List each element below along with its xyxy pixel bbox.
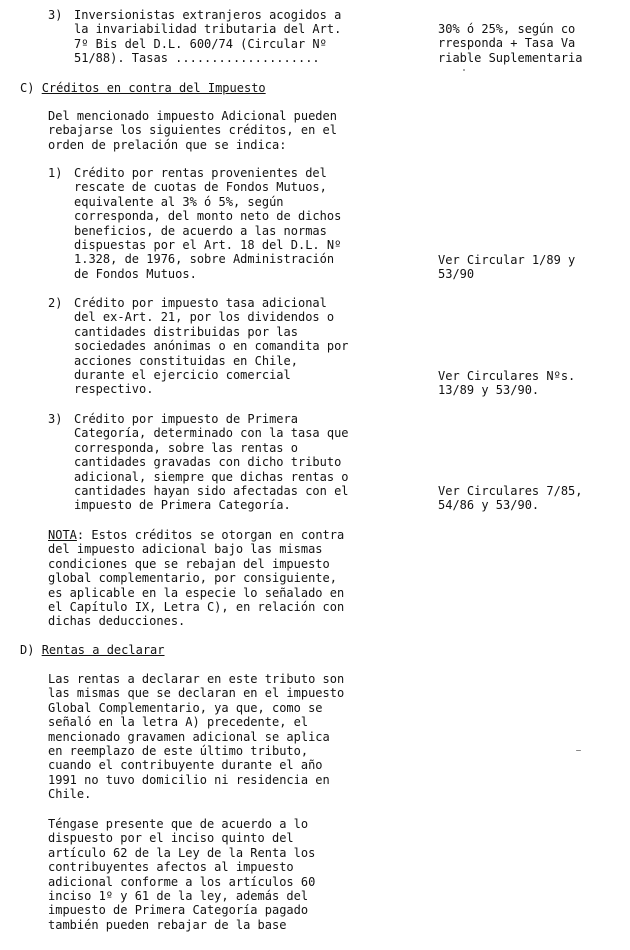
note-text: : Estos créditos se otorgan en contra del impuesto adicional bajo las mismas condiciones que se rebajan del impuesto global complementario, por consiguiente, es aplicable en la especie lo señalado en el Capítulo IX, Letra C), en relación con dichas deducciones. xyxy=(48,528,345,629)
side-note: Ver Circulares 7/85, 54/86 y 53/90. xyxy=(438,484,583,513)
item-marker: 3) xyxy=(48,8,63,22)
item-marker: 1) xyxy=(48,166,63,180)
section-heading xyxy=(20,81,266,95)
item-text: Crédito por rentas provenientes del rescate de cuotas de Fondos Mutuos, equivalente al 3% ó 5%, según corresponda, del monto neto de dichos beneficios, de acuerdo a las normas dispuestas por el Art. 18 del D.L. Nº 1.328, de 1976, sobre Administración de Fondos Mutuos. xyxy=(74,166,342,281)
section-letter: D) xyxy=(20,643,35,657)
item-marker: 2) xyxy=(48,296,63,310)
item-text: Inversionistas extranjeros acogidos a la invariabilidad tributaria del Art. 7º Bis del D.L. 600/74 (Circular Nº 51/88). Tasas .................... xyxy=(74,8,342,66)
note-label: NOTA xyxy=(48,528,77,542)
scan-speck xyxy=(463,69,465,71)
item-text: Crédito por impuesto de Primera Categoría, determinado con la tasa que corresponda, sobre las rentas o cantidades gravadas con dicho tributo adicional, siempre que dichas rentas o cantidades hayan sido afectadas con el impuesto de Primera Categoría. xyxy=(74,412,349,513)
side-note: Ver Circular 1/89 y 53/90 xyxy=(438,253,576,282)
note-paragraph xyxy=(48,528,408,629)
paragraph: Las rentas a declarar en este tributo son las mismas que se declaran en el impuesto Global Complementario, ya que, como se señaló en la letra A) precedente, el mencionado gravamen adicional se aplica en reemplazo de este último tributo, cuando el contribuyente durante el año 1991 no tuvo domicilio ni residencia en Chile. xyxy=(48,672,345,802)
section-letter: C) xyxy=(20,81,35,95)
paragraph: Del mencionado impuesto Adicional pueden rebajarse los siguientes créditos, en el orden de prelación que se indica: xyxy=(48,109,337,152)
section-heading xyxy=(20,643,165,657)
item-text: Crédito por impuesto tasa adicional del ex-Art. 21, por los dividendos o cantidades distribuidas por las sociedades anónimas o en comandita por acciones constituidas en Chile, durante el ejercicio comercial respectivo. xyxy=(74,296,349,397)
item-marker: 3) xyxy=(48,412,63,426)
section-title: Créditos en contra del Impuesto xyxy=(41,81,266,95)
section-title: Rentas a declarar xyxy=(41,643,165,657)
scan-speck xyxy=(576,750,581,751)
paragraph: Téngase presente que de acuerdo a lo dispuesto por el inciso quinto del artículo 62 de la Ley de la Renta los contribuyentes afectos al impuesto adicional conforme a los artículos 60 inciso 1º y 61 de la ley, además del impuesto de Primera Categoría pagado también pueden rebajar de la base xyxy=(48,817,316,932)
side-note: 30% ó 25%, según co rresponda + Tasa Va riable Suplementaria xyxy=(438,22,583,65)
side-note: Ver Circulares Nºs. 13/89 y 53/90. xyxy=(438,369,576,398)
